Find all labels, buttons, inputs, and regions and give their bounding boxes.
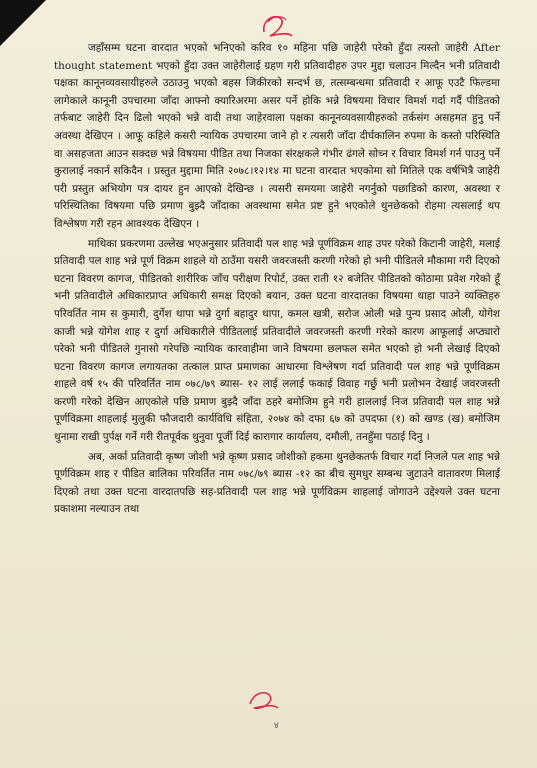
page-number: ४ [274, 721, 279, 731]
scan-corner-shadow [0, 0, 46, 46]
document-body [54, 40, 500, 519]
paragraph-1: जहाँसम्म घटना वारदात भएको भनिएको करिव १० महिना पछि जाहेरी परेको हुँदा त्यस्तो जाहेरी After thought statement भएको हुँदा उक्त जाहेरीलाई ग्रहण गरी प्रतिवादीहरु उपर मुद्दा चलाउन मिल्दैन भनी प्रतिवादी पक्षका कानूनव्यवसायीहरुले उठाउनु भएको बहस जिकीरको सन्दर्भ छ, तत्सम्बन्धमा प्रतिवादी र आफू एउटै फिल्डमा लागेकाले कानूनी उपचारमा जाँदा आफ्नो क्यारिअरमा असर पर्ने हाेकि भन्ने विषयमा विचार विमर्श गर्दा गर्दै पीडितको तर्फबाट जाहेरी दिन ढिलो भएको भन्ने वादी तथा जाहेरवाला पक्षका कानूनव्यवसायीहरुको तर्कसंग असहमत हुनु पर्ने अवस्था देखिएन । आफू कहिले कसरी न्यायिक उपचारमा जाने हो र त्यसरी जाँदा दीर्घकालिन रुपमा के कस्तो परिस्थिति वा असहजता आउन सक्दछ भन्ने विषयमा पीडित तथा निजका संरक्षकले गंभीर ढंगले सोच्न र विचार विमर्श गर्न पाउनु पर्ने कुरालाई नकार्न सकिदैन । प्रस्तुत मुद्दामा मिति २०७८।१२।१४ मा घटना वारदात भएकोमा सो मितिले एक वर्षभित्रै जाहेरी परी प्रस्तुत अभियोग पत्र दायर हुन आएको देखिन्छ । त्यसरी समयमा जाहेरी नगर्नुको पछाडिको कारण, अवस्था र परिस्थितिका विषयमा पछि प्रमाण बुझ्दै जाँदाका अवस्थामा समेत प्रष्ट हुने भएकोले थुनछेकको रोहमा त्यसलाई थप विश्लेषण गरी रहन आवश्यक देखिएन । [54, 42, 500, 230]
red-ink-annotation-mark [258, 10, 298, 44]
red-ink-signature-mark [246, 686, 282, 716]
paragraph-2: माथिका प्रकरणमा उल्लेख भएअनुसार प्रतिवादी पल शाह भन्ने पूर्णविक्रम शाह उपर परेको किटानी जाहेरी, मलाई प्रतिवादी पल शाह भन्ने पूर्ण विक्रम शाहले यो ठाउँमा यसरी जवरजस्ती करणी गरेको हो भनी पीडितले मौकामा गरी दिएको घटना विवरण कागज, पीडितको शारीरिक जाँच परीक्षण रिपोर्ट, उक्त राती १२ बजेतिर पीडितको कोठामा प्रवेश गरेको हूँ भनी प्रतिवादीले अधिकारप्राप्त अधिकारी समक्ष दिएको बयान, उक्त घटना वारदातका विषयमा थाहा पाउने व्यक्तिहरु परिवर्तित नाम स कुमारी, दुर्गेश थापा भन्ने दुर्गा बहादुर थापा, कमल खत्री, सरोज ओली भन्ने पुन्य प्रसाद ओली, योगेश काजी भन्ने योगेश शाह र दुर्गा अधिकारीले पीडितलाई प्रतिवादीले जवरजस्ती करणी गरेको कारण आफूलाई अप्ठ्यारो परेको भनी पीडितले गुनासो गरेपछि न्यायिक कारवाहीमा जाने विषयमा छलफल समेत भएको हो भनी लेखाई दिएको घटना विवरण कागज लगायतका तत्काल प्राप्त प्रमाणका आधारमा विश्लेषण गर्दा प्रतिवादी पल शाह भन्ने पूर्णविक्रम शाहले वर्ष १५ की परिवर्तित नाम ०७८/७९ ब्यास- १२ लाई ललाई फकाई विवाह गर्छु भनी प्रलोभन देखाई जवरजस्ती करणी गरेको देखिन आएकोले पछि प्रमाण बुझ्दै जाँदा ठहरे बमोजिम हुने गरी हाललाई निज प्रतिवादी पल शाह भन्ने पूर्णविक्रमा शाहलाई मुलुकी फौजदारी कार्यविधि संहिता, २०७४ को दफा ६७ को उपदफा (१) को खण्ड (ख) बमोजिम थुनामा राखी पुर्पक्ष गर्ने गरी रीतपूर्वक थुनुवा पूर्जी दिई कारागार कार्यालय, दमौली, तनहुँमा पठाई दिनु । [54, 237, 500, 444]
paragraph-3: अब, अर्का प्रतिवादी कृष्ण जोशी भन्ने कृष्ण प्रसाद जोशीको हकमा थुनछेकतर्फ विचार गर्दा निजले पल शाह भन्ने पूर्णविक्रम शाह र पीडित बालिका परिवर्तित नाम ०७८/७९ ब्यास -१२ का बीच सुमधुर सम्बन्ध जुटाउने वातावरण मिलाई दिएको तथा उक्त घटना वारदातपछि सह-प्रतिवादी पल शाह भन्ने पूर्णविक्रम शाहलाई जोगाउने उद्देश्यले उक्त घटना प्रकाशमा नल्याउन तथा [54, 450, 500, 516]
